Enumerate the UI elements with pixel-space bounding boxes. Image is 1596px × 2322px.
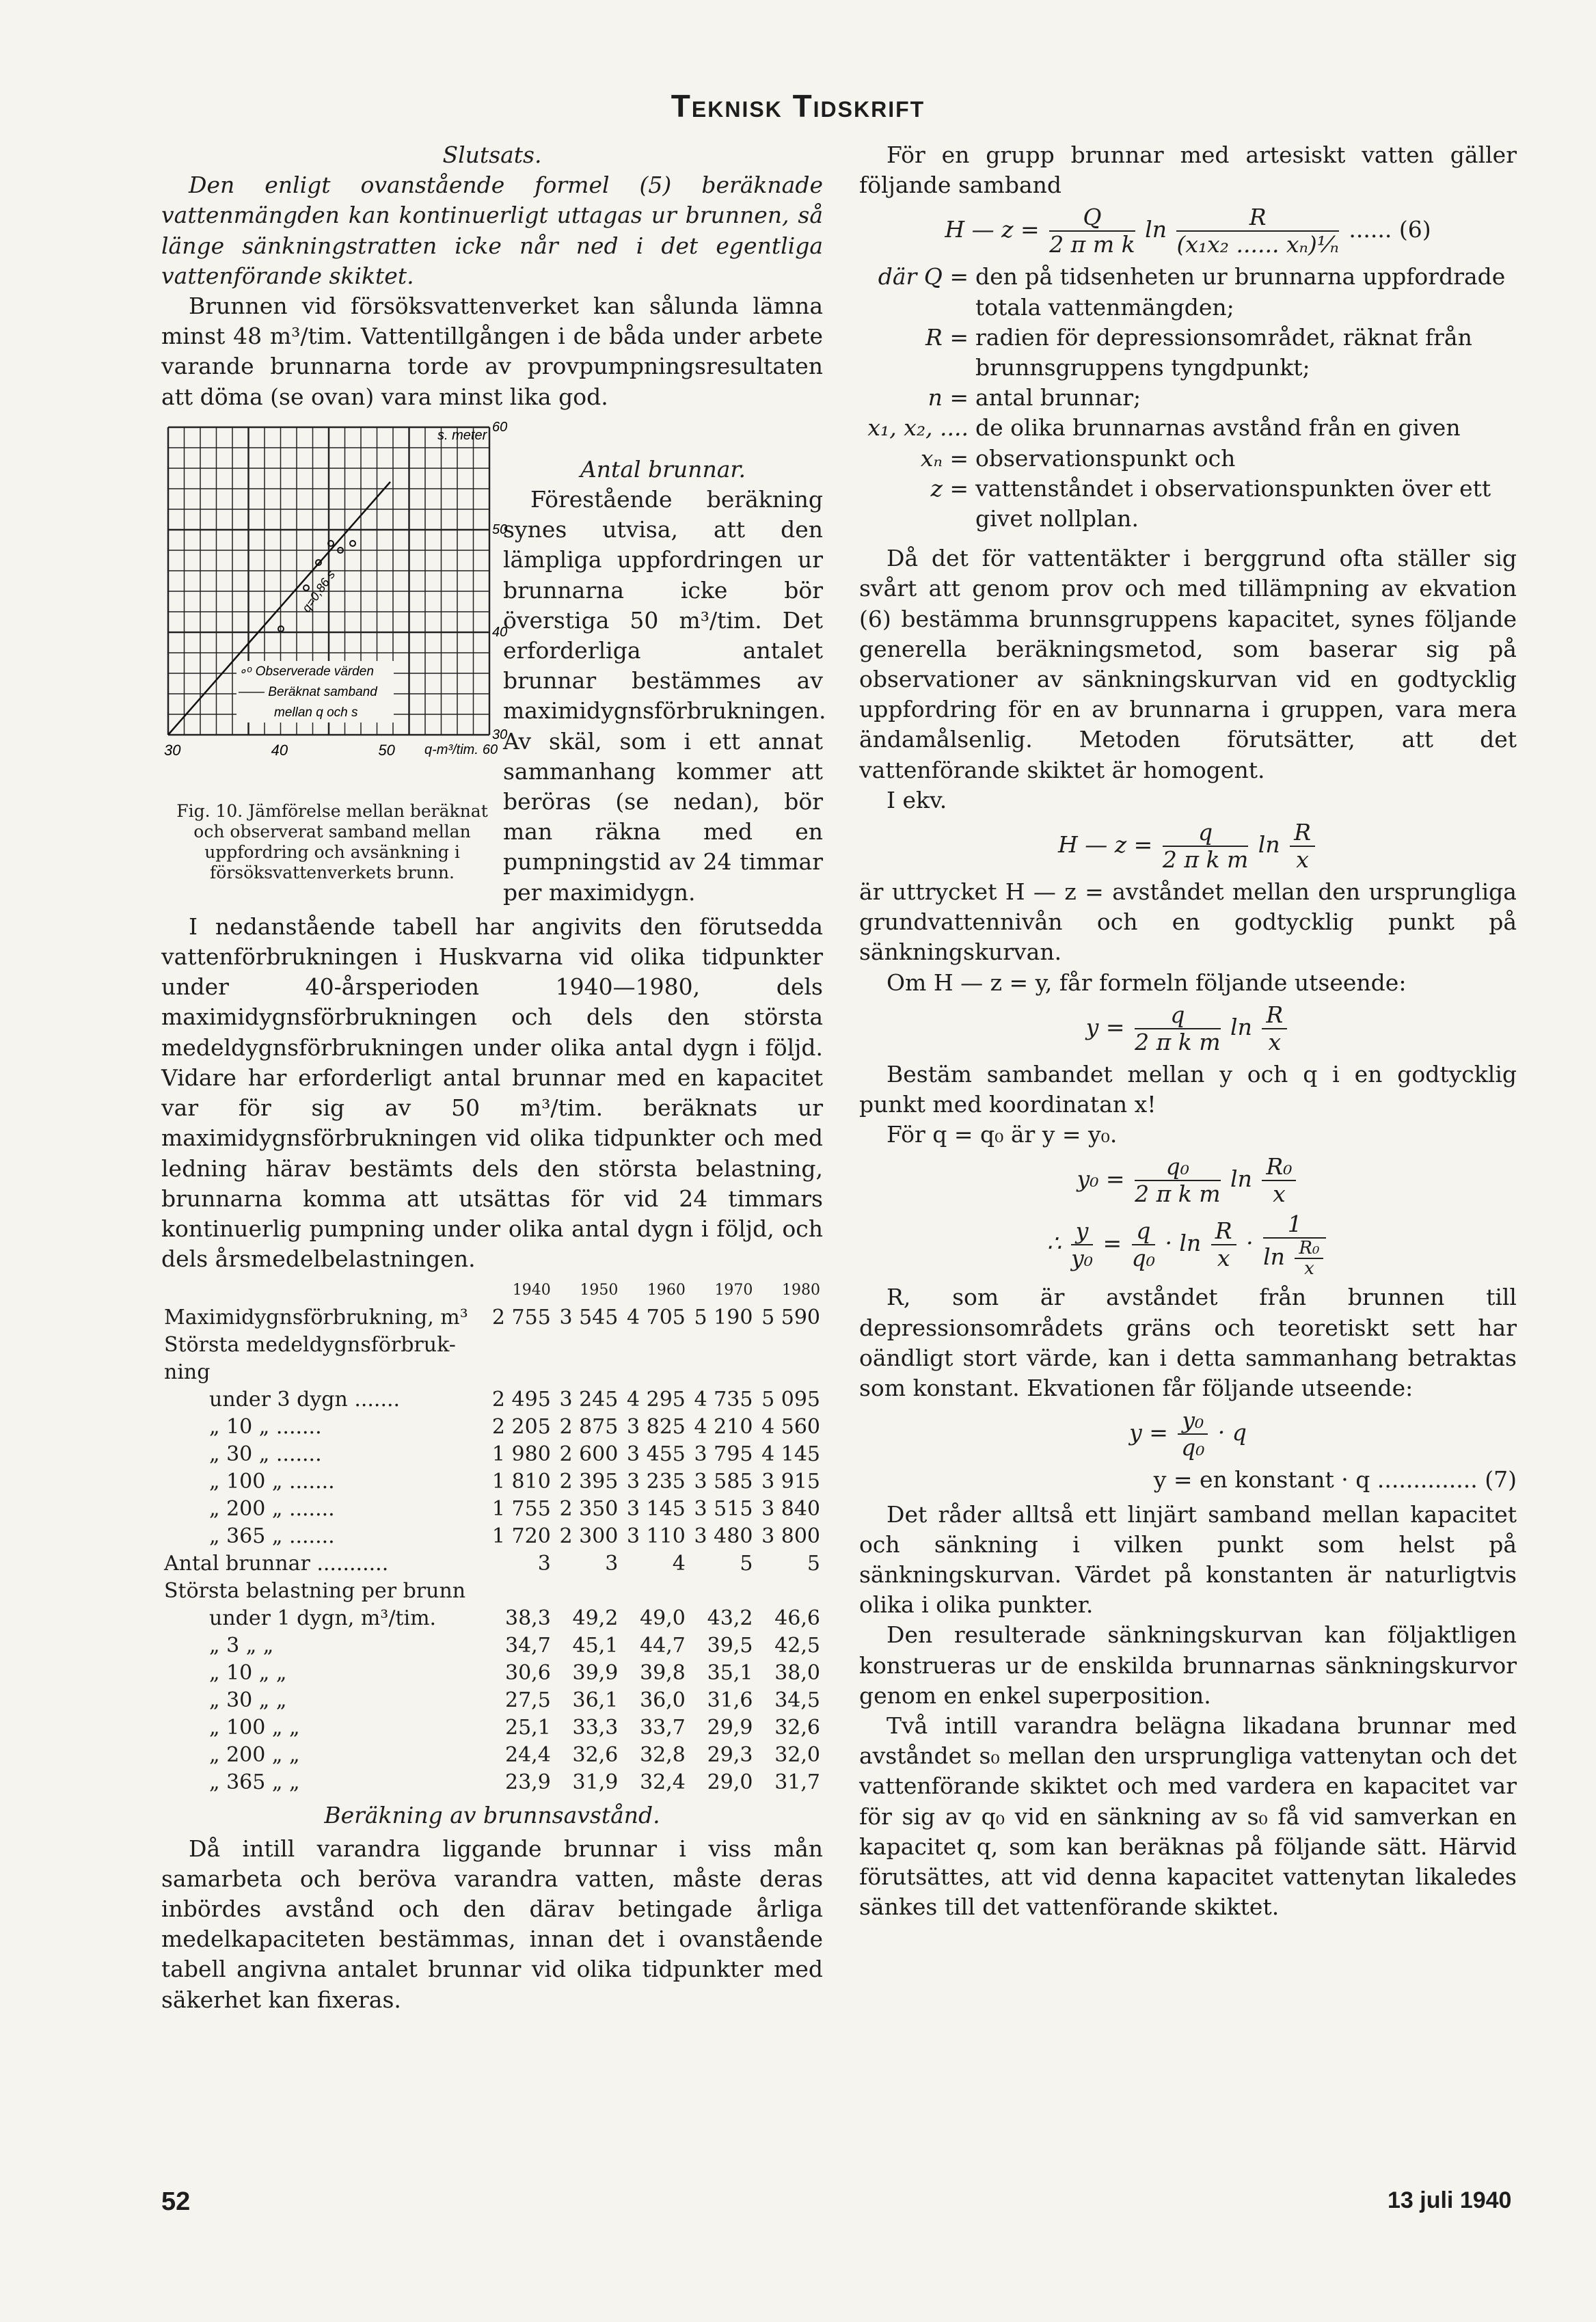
table-cell: 4 735	[694, 1388, 753, 1412]
table-cell: 3 455	[627, 1442, 686, 1467]
row-label: „ 200 „ .......	[209, 1497, 335, 1522]
definition-row	[859, 474, 1517, 534]
paragraph: För q = q₀ är y = y₀.	[887, 1121, 1118, 1148]
row-label: „ 3 „ „	[209, 1634, 274, 1658]
antal-text: Förestående beräkning synes utvisa, att den lämpliga uppfordringen ur brunnarna icke bör överstiga 50 m³/tim. Det erforderliga antalet brunnar bestämmes av maximidygnsförbrukningen. Av skäl, som i ett annat sammanhang kommer att beröras (se nedan), bör man räkna med en pumpningstid av 24 timmar per maximidygn.	[503, 486, 826, 906]
table-cell: 27,5	[505, 1688, 551, 1713]
table-cell	[486, 1578, 554, 1605]
table-cell: 31,6	[707, 1688, 753, 1713]
row-label: Antal brunnar ...........	[164, 1552, 389, 1576]
table-cell: 3 795	[694, 1442, 753, 1467]
x-unit-label: q-m³/tim. 60	[424, 742, 498, 757]
table-row	[161, 1605, 823, 1632]
row-label: „ 365 „ „	[209, 1770, 300, 1795]
definition-row	[859, 383, 1517, 413]
table-cell: 1 720	[491, 1524, 551, 1549]
fraction	[1262, 1154, 1296, 1207]
table-cell: 2 205	[491, 1415, 551, 1440]
table-cell: 4 145	[761, 1442, 820, 1467]
row-label: „ 30 „ „	[209, 1688, 287, 1713]
table-cell: 2 600	[559, 1442, 619, 1467]
paragraph: I ekv.	[887, 786, 947, 813]
table-row	[161, 1332, 823, 1359]
row-label: „ 30 „ .......	[209, 1442, 322, 1467]
table-cell: 2 300	[559, 1524, 619, 1549]
year-header: 1940	[512, 1282, 551, 1299]
definitions	[859, 262, 1517, 534]
legend-calc: —— Beräknat samband	[239, 684, 377, 699]
paragraph: Då det för vattentäkter i berggrund ofta ställer sig svårt att genom prov och med tillämpning av ekvation (6) bestämma brunnsgruppens kapacitet, synes följande generella beräkningsmetod, som baserar sig på observationer av sänkningskurvan vid en godtycklig uppfordring för en av brunnarna i gruppen, vara mera ändamålsenlig. Metoden förutsätter, att det vattenförande skiktet är homogent.	[859, 545, 1517, 783]
table-cell: 3 800	[761, 1524, 820, 1549]
equation-a	[859, 820, 1517, 873]
fraction	[1135, 1154, 1220, 1207]
paragraph: Om H — z = y, får formeln följande utseende:	[887, 969, 1407, 996]
denominator: x	[1217, 1245, 1230, 1272]
table-cell: 32,0	[774, 1743, 820, 1768]
table-cell: 36,1	[572, 1688, 619, 1713]
fraction	[1262, 1002, 1287, 1055]
y-tick-label: 50	[492, 522, 508, 537]
table-cell: 5 190	[694, 1306, 753, 1330]
ln: ln	[1230, 1013, 1252, 1040]
paragraph: är uttrycket H — z = avståndet mellan den ursprungliga grundvattennivån och en godtycklig punkt på sänkningskurvan.	[859, 878, 1517, 966]
definition-symbol: R =	[925, 323, 969, 351]
berakning-heading: Beräkning av brunnsavstånd.	[324, 1802, 660, 1829]
definition-text: antal brunnar;	[975, 384, 1141, 411]
denominator: x	[1304, 1258, 1314, 1280]
table-cell: 32,6	[572, 1743, 619, 1768]
table-row	[161, 1386, 823, 1414]
x-tick-label: 40	[271, 741, 288, 759]
table-row	[161, 1550, 823, 1578]
table-cell	[755, 1332, 823, 1359]
fraction	[1295, 1239, 1323, 1278]
table-cell	[621, 1578, 688, 1605]
table-cell: 3 515	[694, 1497, 753, 1522]
denominator	[1263, 1239, 1326, 1278]
fraction	[1211, 1218, 1236, 1271]
row-label: Största medeldygnsförbruk-	[164, 1333, 456, 1358]
page-number: 52	[161, 2187, 191, 2216]
table-cell: 5 095	[761, 1388, 820, 1412]
row-label: „ 10 „ „	[209, 1661, 287, 1686]
row-label: under 1 dygn, m³/tim.	[209, 1606, 437, 1631]
table-row	[161, 1523, 823, 1550]
table-cell: 3	[605, 1552, 619, 1576]
table-cell	[621, 1332, 688, 1359]
table-cell: 4 705	[627, 1306, 686, 1330]
table-cell	[621, 1359, 688, 1386]
fraction	[1176, 204, 1338, 258]
row-label: „ 100 „ „	[209, 1716, 300, 1740]
table-cell: 38,0	[774, 1661, 820, 1686]
equation-c	[859, 1154, 1517, 1207]
row-label: „ 10 „ .......	[209, 1415, 322, 1440]
table-cell: 39,8	[640, 1661, 686, 1686]
figure-plot	[161, 414, 508, 789]
table-cell: 5	[807, 1552, 820, 1576]
table-row	[161, 1359, 823, 1386]
table-cell: 38,3	[505, 1606, 551, 1631]
table-row	[161, 1304, 823, 1332]
table-cell	[486, 1332, 554, 1359]
table-cell: 3 110	[627, 1524, 686, 1549]
y-unit-label: s. meter	[437, 427, 487, 443]
table-cell: 44,7	[640, 1634, 686, 1658]
table-cell: 34,5	[774, 1688, 820, 1713]
table-cell: 36,0	[640, 1688, 686, 1713]
table-cell: 4	[672, 1552, 686, 1576]
eq-lhs: y =	[1085, 1013, 1125, 1040]
numerator: R₀	[1295, 1239, 1323, 1259]
paragraph: Bestäm sambandet mellan y och q i en godtycklig punkt med koordinatan x!	[859, 1060, 1517, 1118]
year-header: 1980	[782, 1282, 820, 1299]
slutsats-heading: Slutsats.	[442, 141, 542, 168]
table-cell	[755, 1359, 823, 1386]
numerator: q	[1163, 820, 1248, 847]
ln: ln	[1258, 831, 1280, 859]
consumption-table	[161, 1277, 823, 1796]
table-row	[161, 1578, 823, 1605]
fraction	[1071, 1218, 1093, 1271]
table-cell	[755, 1578, 823, 1605]
x-tick-label: 30	[164, 741, 181, 759]
eq-lhs: y =	[1129, 1419, 1168, 1446]
table-cell: 29,9	[707, 1716, 753, 1740]
table-cell: 3 840	[761, 1497, 820, 1522]
fit-label: q=0,86 s	[299, 567, 338, 615]
fraction	[1132, 1218, 1155, 1271]
paragraph: Då intill varandra liggande brunnar i viss mån samarbeta och beröva varandra vatten, måste deras inbördes avstånd och den därav betingade årliga medelkapaciteten bestämmas, innan det i ovanstående tabell angivna antalet brunnar vid olika tidpunkter med säkerhet kan fixeras.	[161, 1835, 823, 2013]
table-cell: 32,4	[640, 1770, 686, 1795]
table-row	[161, 1660, 823, 1687]
table-cell: 31,9	[572, 1770, 619, 1795]
table-cell: 35,1	[707, 1661, 753, 1686]
table-cell: 39,5	[707, 1634, 753, 1658]
definition-symbol: x₁, x₂, .... xₙ =	[867, 414, 969, 472]
definition-text: radien för depressionsområdet, räknat från brunnsgruppens tyngdpunkt;	[975, 323, 1472, 381]
definition-row	[859, 413, 1517, 473]
table-cell	[554, 1359, 621, 1386]
table-cell: 3 245	[559, 1388, 619, 1412]
table-cell: 30,6	[505, 1661, 551, 1686]
paragraph: R, som är avståndet från brunnen till depressionsområdets gräns och teoretiskt sett har oändligt stort värde, kan i detta sammanhang betraktas som konstant. Ekvationen får följande utseende:	[859, 1284, 1517, 1402]
fraction	[1135, 1002, 1220, 1055]
equation-d: ∴ $\frac{y}{\text{y₀}}$ = $\frac{q}{\text{q₀}}$ · ln $\frac{R}{x}$ · 1 ln $\frac{\text{R₀}}{x}$	[859, 1211, 1517, 1278]
fraction	[1290, 820, 1315, 873]
data-point	[350, 541, 355, 546]
table-cell: 32,6	[774, 1716, 820, 1740]
table-cell: 45,1	[572, 1634, 619, 1658]
year-header: 1970	[714, 1282, 753, 1299]
table-cell: 5 590	[761, 1306, 820, 1330]
denominator: y₀	[1071, 1245, 1093, 1272]
table-row	[161, 1742, 823, 1769]
table-cell: 5	[740, 1552, 753, 1576]
table-cell	[688, 1359, 756, 1386]
table-cell: 4 560	[761, 1415, 820, 1440]
ln: ln	[1263, 1243, 1285, 1271]
table-row	[161, 1687, 823, 1714]
row-label: „ 365 „ .......	[209, 1524, 335, 1549]
table-cell: 33,7	[640, 1716, 686, 1740]
table-cell: 29,3	[707, 1743, 753, 1768]
left-column	[161, 140, 826, 2015]
data-point	[303, 585, 309, 591]
table-cell: 2 350	[559, 1497, 619, 1522]
equation-b	[859, 1002, 1517, 1055]
year-header: 1950	[580, 1282, 619, 1299]
equation-7: y = en konstant · q .............. (7)	[1153, 1466, 1517, 1494]
fraction	[1163, 820, 1248, 873]
eq-lhs: H — z =	[1058, 831, 1153, 859]
numerator: q	[1135, 1002, 1220, 1029]
denominator: x	[1273, 1180, 1286, 1208]
paragraph: Det råder alltså ett linjärt samband mellan kapacitet och sänkning i vilken punkt som helst på sänkningskurvan. Värdet på konstanten är naturligtvis olika i olika punkter.	[859, 1500, 1517, 1619]
table-row	[161, 1441, 823, 1468]
denominator: 2 π k m	[1135, 1028, 1221, 1055]
numerator: R	[1211, 1218, 1236, 1245]
table-cell: 4 295	[627, 1388, 686, 1412]
table-cell: 31,7	[774, 1770, 820, 1795]
numerator: R₀	[1262, 1154, 1296, 1181]
definition-symbol: z =	[930, 474, 969, 502]
table-cell: 3 145	[627, 1497, 686, 1522]
definition-row	[859, 262, 1517, 322]
numerator: 1	[1263, 1211, 1326, 1239]
table-cell: 3 235	[627, 1470, 686, 1494]
table-header-row	[161, 1277, 823, 1304]
table-cell: 23,9	[505, 1770, 551, 1795]
denominator: x	[1268, 1028, 1282, 1055]
equation-6	[859, 204, 1517, 258]
definition-text: vattenståndet i observationspunkten över ett givet nollplan.	[975, 474, 1491, 532]
table-cell	[486, 1359, 554, 1386]
eq-lhs: y₀ =	[1077, 1165, 1125, 1193]
table-row	[161, 1769, 823, 1796]
numerator: q₀	[1135, 1154, 1220, 1181]
table-cell: 46,6	[774, 1606, 820, 1631]
row-label: under 3 dygn .......	[209, 1388, 401, 1412]
denominator: 2 π m k	[1049, 231, 1135, 258]
row-label: ning	[164, 1360, 211, 1385]
table-cell: 43,2	[707, 1606, 753, 1631]
table-cell: 2 495	[491, 1388, 551, 1412]
legend-calc-2: mellan q och s	[274, 705, 358, 720]
definition-text: de olika brunnarnas avstånd från en given observationspunkt och	[975, 414, 1461, 472]
denominator: 2 π k m	[1135, 1180, 1221, 1208]
definition-text: den på tidsenheten ur brunnarna uppfordrade totala vattenmängden;	[975, 263, 1506, 321]
table-cell: 3 915	[761, 1470, 820, 1494]
fraction	[1049, 204, 1135, 258]
ln: ln	[1230, 1165, 1252, 1193]
therefore-symbol: ∴	[1046, 1230, 1061, 1257]
numerator: R	[1262, 1002, 1287, 1029]
paragraph: Två intill varandra belägna likadana brunnar med avståndet s₀ mellan den ursprungliga vattenytan och det vattenförande skiktet och med vardera en kapacitet var för sig av q₀ vid en sänkning av s₀ få vid samverkan en kapacitet q, som kan beräknas på följande sätt. Härvid förutsättes, att vid denna kapacitet vattenytan likaledes sänkes till det vattenförande skiktet.	[859, 1712, 1517, 1921]
table-cell: 3 585	[694, 1470, 753, 1494]
row-label: Maximidygnsförbrukning, m³	[164, 1306, 468, 1330]
numerator: R	[1290, 820, 1315, 847]
definition-symbol: n =	[928, 384, 969, 411]
definition-symbol: där Q =	[878, 263, 969, 291]
equation-e	[859, 1407, 1517, 1461]
table-cell	[688, 1332, 756, 1359]
table-cell	[554, 1332, 621, 1359]
denominator: (x₁x₂ ...... xₙ)¹⁄ₙ	[1176, 231, 1339, 258]
y-tick-label: 30	[492, 727, 508, 742]
table-cell: 25,1	[505, 1716, 551, 1740]
table-cell: 1 980	[491, 1442, 551, 1467]
numerator: y₀	[1178, 1407, 1208, 1435]
table-cell: 33,3	[572, 1716, 619, 1740]
paragraph: För en grupp brunnar med artesiskt vatten gäller följande samband	[859, 141, 1517, 199]
fraction	[1178, 1407, 1208, 1461]
fraction	[1263, 1211, 1326, 1278]
issue-date: 13 juli 1940	[1388, 2187, 1512, 2213]
denominator: q₀	[1131, 1245, 1155, 1272]
definition-row	[859, 323, 1517, 383]
antal-heading: Antal brunnar.	[580, 455, 746, 483]
table-cell: 49,2	[572, 1606, 619, 1631]
numerator: Q	[1049, 204, 1135, 232]
table-row	[161, 1632, 823, 1660]
right-column	[859, 140, 1517, 1922]
table-cell: 3	[537, 1552, 551, 1576]
numerator: y	[1071, 1218, 1093, 1245]
ln: · ln	[1165, 1230, 1202, 1257]
paragraph: Brunnen vid försöksvattenverket kan sålunda lämna minst 48 m³/tim. Vattentillgången i de båda under arbete varande brunnarna torde av provpumpningsresultaten att döma (se ovan) vara minst lika god.	[161, 293, 823, 410]
table-cell: 1 755	[491, 1497, 551, 1522]
numerator: R	[1176, 204, 1338, 232]
denominator: x	[1296, 846, 1309, 874]
table-cell	[688, 1578, 756, 1605]
antal-brunnar-block	[503, 414, 826, 908]
ln: ln	[1145, 216, 1167, 243]
figure-block	[161, 414, 826, 908]
eq-lhs: H — z =	[945, 216, 1040, 243]
table-row	[161, 1714, 823, 1742]
table-cell: 32,8	[640, 1743, 686, 1768]
figure-10	[161, 414, 508, 908]
denominator: q₀	[1181, 1434, 1205, 1461]
table-cell: 39,9	[572, 1661, 619, 1686]
table-row	[161, 1496, 823, 1523]
legend-observed: ∘ᵒ Observerade värden	[239, 664, 374, 679]
equation-number: ...... (6)	[1349, 216, 1431, 243]
year-header: 1960	[647, 1282, 686, 1299]
denominator: 2 π k m	[1162, 846, 1249, 874]
figure-caption: Fig. 10. Jämförelse mellan beräknat och observerat samband mellan uppfordring och avsänkning i försöksvattenverkets brunn.	[176, 801, 488, 883]
y-tick-label: 40	[492, 624, 508, 640]
slutsats-text: Den enligt ovanstående formel (5) beräknade vattenmängden kan kontinuerligt uttagas ur brunnen, så länge sänkningstratten icke når ned i det egentliga vattenförande skiktet.	[161, 172, 823, 289]
row-label: „ 200 „ „	[209, 1743, 300, 1768]
table-cell: 42,5	[774, 1634, 820, 1658]
table-cell: 3 825	[627, 1415, 686, 1440]
table-cell: 3 545	[559, 1306, 619, 1330]
row-label: „ 100 „ .......	[209, 1470, 335, 1494]
table-cell: 34,7	[505, 1634, 551, 1658]
table-row	[161, 1468, 823, 1496]
table-row	[161, 1414, 823, 1441]
table-cell: 24,4	[505, 1743, 551, 1768]
paragraph: I nedanstående tabell har angivits den förutsedda vattenförbrukningen i Huskvarna vid olika tidpunkter under 40-årsperioden 1940—1980, dels maximidygnsförbrukningen och dels den största medeldygnsförbrukningen under olika antal dygn i följd. Vidare har erforderligt antal brunnar med en kapacitet var för sig av 50 m³/tim. beräknats ur maximidygnsförbrukningen vid olika tidpunkter och med ledning härav bestämts dels den största belastning, brunnarna komma att utsättas för vid 24 timmars kontinuerlig pumpning under olika antal dygn i följd, och dels årsmedelbelastningen.	[161, 913, 823, 1273]
table-cell: 1 810	[491, 1470, 551, 1494]
eq-rhs: · q	[1217, 1419, 1247, 1446]
table-cell: 3 480	[694, 1524, 753, 1549]
row-label: Största belastning per brunn	[164, 1579, 466, 1604]
table-cell: 2 875	[559, 1415, 619, 1440]
table-cell	[554, 1578, 621, 1605]
table-cell: 2 395	[559, 1470, 619, 1494]
table-cell: 4 210	[694, 1415, 753, 1440]
y-tick-label: 60	[492, 419, 508, 435]
table-cell: 2 755	[491, 1306, 551, 1330]
numerator: q	[1132, 1218, 1155, 1245]
x-tick-label: 50	[378, 741, 395, 759]
table-cell: 49,0	[640, 1606, 686, 1631]
table-cell: 29,0	[707, 1770, 753, 1795]
paragraph: Den resulterade sänkningskurvan kan följaktligen konstrueras ur de enskilda brunnarnas sänkningskurvor genom en enkel superposition.	[859, 1621, 1517, 1709]
journal-title: Teknisk Tidskrift	[671, 88, 925, 124]
